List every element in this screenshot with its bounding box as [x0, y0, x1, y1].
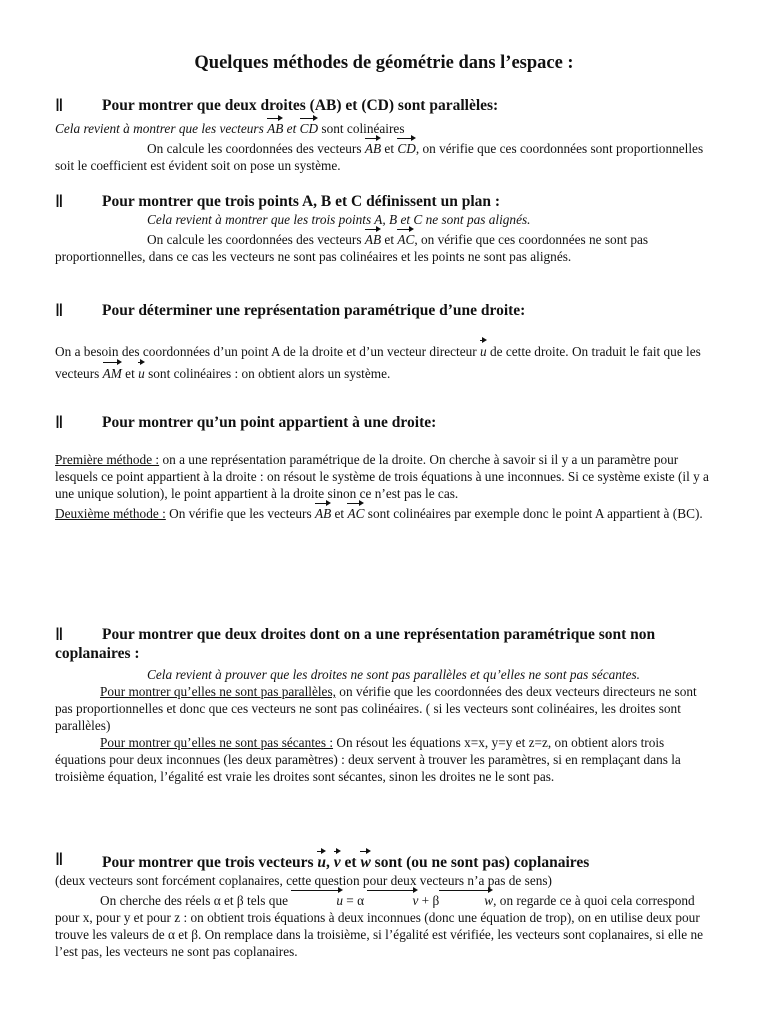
paragraph: On calcule les coordonnées des vecteurs AB et CD, on vérifie que ces coordonnées sont proportionnelles soit le coefficient est évident soit on pose un système.: [55, 137, 715, 174]
vector-v: v: [334, 850, 341, 872]
section-heading: ǁ Pour montrer que trois vecteurs u, v et w sont (ou ne sont pas) coplanaires: [55, 850, 590, 871]
paragraph: On cherche des réels α et β tels que u = α v + β w, on regarde ce à quoi cela correspond pour x, pour y et pour z : on obtient trois équations à deux inconnues (donc une équation de trop), on en utilise deux pour trouve les valeurs de α et β. On remplace dans la troisième, si l’égalité est vérifiée, les vecteurs sont coplanaires, si elle ne l’est pas, les vecteurs ne sont pas coplanaires.: [55, 889, 715, 960]
vector-ab: AB: [365, 137, 381, 157]
vector-w: w: [360, 850, 370, 872]
page-title: Quelques méthodes de géométrie dans l’espace :: [194, 53, 574, 73]
section-coplanar-vectors: [55, 850, 715, 960]
bullet-icon: ǁ: [55, 625, 63, 645]
bullet-icon: ǁ: [55, 96, 63, 116]
vector-cd: CD: [397, 137, 415, 157]
paragraph: Cela revient à prouver que les droites ne sont pas parallèles et qu’elles ne sont pas sécantes.: [147, 667, 641, 682]
vector-ac: AC: [397, 228, 414, 248]
section-heading: ǁ Pour montrer que deux droites dont on a une représentation paramétrique sont non coplanaires :: [55, 625, 656, 662]
vector-u: u: [138, 361, 145, 383]
section-heading: ǁ Pour montrer que deux droites (AB) et (CD) sont parallèles:: [55, 96, 499, 116]
section-parametric-line: [55, 301, 715, 383]
paragraph: On calcule les coordonnées des vecteurs AB et AC, on vérifie que ces coordonnées ne sont pas proportionnelles, dans ce cas les vecteurs ne sont pas colinéaires et les points ne sont pas alignés.: [55, 228, 715, 265]
vector-u: u: [317, 850, 326, 872]
section-heading: ǁ Pour déterminer une représentation paramétrique d’une droite:: [55, 301, 526, 321]
paragraph: Cela revient à montrer que les vecteurs AB et CD sont colinéaires: [55, 117, 715, 137]
paragraph: Pour montrer qu’elles ne sont pas parallèles, on vérifie que les coordonnées des deux vecteurs directeurs ne sont pas proportionnelles et donc que ces vecteurs ne sont pas colinéaires. ( si les vecteurs sont colinéaires, les droites sont parallèles): [55, 684, 697, 733]
paragraph: Cela revient à montrer que les trois points A, B et C ne sont pas alignés.: [147, 212, 531, 227]
paragraph: Première méthode : on a une représentation paramétrique de la droite. On cherche à savoir si il y a un paramètre pour lesquels ce point appartient à la droite : on résout le système de trois équations à une inconnues. Si ce système existe (il y a une unique solution), le point appartient à la droite sinon ce n’est pas le cas.: [55, 452, 709, 501]
section-plane-points: [55, 192, 715, 265]
section-non-coplanar-lines: [55, 625, 715, 785]
vector-ab: AB: [315, 502, 331, 522]
vector-v: v: [367, 889, 418, 909]
bullet-icon: ǁ: [55, 413, 63, 433]
bullet-icon: ǁ: [55, 301, 63, 321]
section-heading: ǁ Pour montrer que trois points A, B et C définissent un plan :: [55, 192, 501, 212]
section-parallel-lines: [55, 96, 715, 174]
paragraph: (deux vecteurs sont forcément coplanaires, cette question pour deux vecteurs n’a pas de sens): [55, 873, 552, 888]
vector-w: w: [439, 889, 493, 909]
vector-u: u: [291, 889, 343, 909]
vector-u: u: [480, 339, 487, 361]
paragraph: Pour montrer qu’elles ne sont pas sécantes : On résout les équations x=x, y=y et z=z, on obtient alors trois équations pour deux inconnues (les deux paramètres) : deux servent à trouver les paramètres, si en remplaçant dans la troisième équation, l’égalité est vraie les droites sont sécantes, sinon les droites ne le sont pas.: [55, 735, 681, 784]
bullet-icon: ǁ: [55, 192, 63, 212]
vector-ac: AC: [347, 502, 364, 522]
paragraph: Deuxième méthode : On vérifie que les vecteurs AB et AC sont colinéaires par exemple donc le point A appartient à (BC).: [55, 502, 715, 522]
vector-am: AM: [103, 361, 122, 383]
vector-cd: CD: [300, 117, 318, 137]
bullet-icon: ǁ: [55, 850, 63, 870]
vector-ab: AB: [267, 117, 283, 137]
section-point-on-line: [55, 413, 715, 522]
vector-ab: AB: [365, 228, 381, 248]
paragraph: On a besoin des coordonnées d’un point A de la droite et d’un vecteur directeur u de cette droite. On traduit le fait que les vecteurs AM et u sont colinéaires : on obtient alors un système.: [55, 339, 715, 383]
section-heading: ǁ Pour montrer qu’un point appartient à une droite:: [55, 413, 437, 433]
